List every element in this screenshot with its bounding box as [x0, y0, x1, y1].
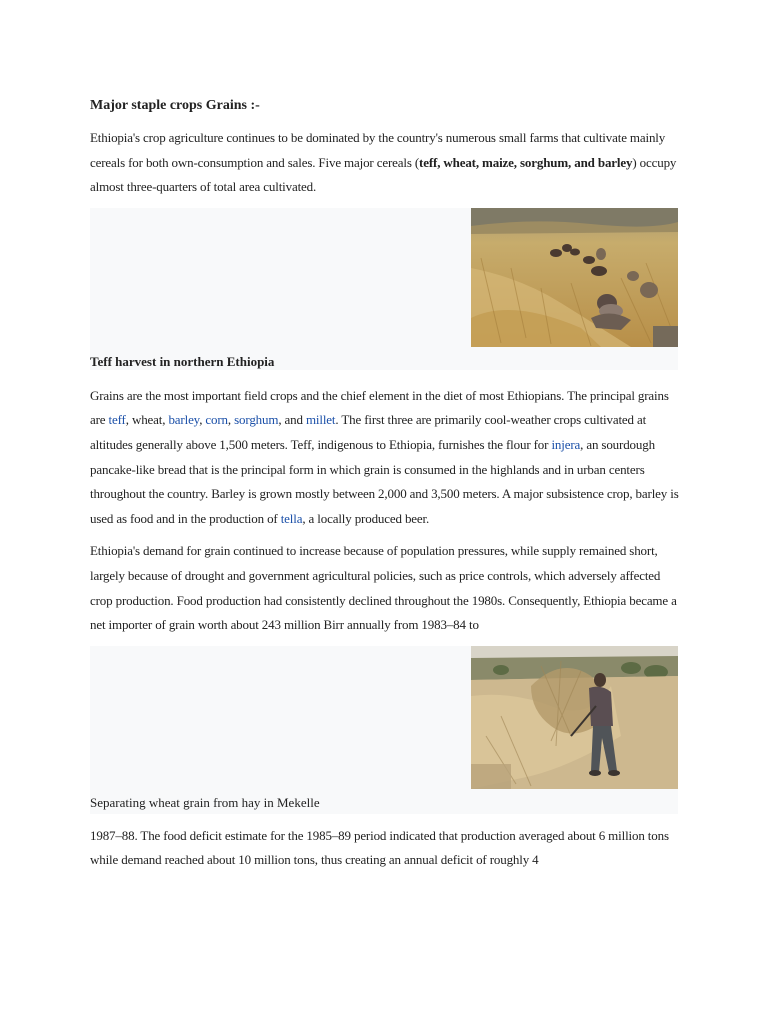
intro-paragraph: [90, 126, 680, 200]
link-teff[interactable]: teff: [108, 412, 126, 428]
figure-caption-wheat: Separating wheat grain from hay in Mekelle: [90, 794, 320, 810]
wheat-separation-photo: [471, 646, 678, 789]
figure-wheat-separation: [90, 646, 678, 814]
link-sorghum[interactable]: sorghum: [234, 412, 279, 428]
grains-text-7: , an sourdough pancake-like bread that is the principal form in which grain is consumed in the highlands and in urban centers throughout the country. Barley is grown mostly between 2,000 and 3,500 meters. A major subsistence crop, barley is used as food and in the production of: [90, 436, 679, 526]
intro-text-1: Ethiopia's crop agriculture continues to be dominated by the country's numerous small farms that cultivate mainly cereals for both own-consumption and sales. Five major cereals (: [90, 130, 666, 170]
link-millet[interactable]: millet: [305, 412, 336, 428]
section-heading: Major staple crops Grains :-: [90, 98, 260, 113]
grains-text-5: , and: [278, 412, 306, 428]
grains-text-3: ,: [199, 412, 206, 428]
grains-text-1: Grains are the most important field crops and the chief element in the diet of most Ethiopians. The principal grains are: [90, 387, 669, 428]
grains-paragraph: [90, 384, 680, 532]
link-injera[interactable]: injera: [551, 436, 581, 452]
grains-text-4: ,: [227, 412, 235, 428]
cereal-list-bold: teff, wheat, maize, sorghum, and barley: [419, 154, 633, 170]
teff-harvest-photo: [471, 208, 678, 347]
link-tella[interactable]: tella: [280, 510, 303, 526]
article: [90, 94, 680, 881]
deficit-paragraph: 1987–88. The food deficit estimate for the 1985–89 period indicated that production averaged about 6 million tons while demand reached about 10 million tons, thus creating an annual deficit of roughly 4: [90, 827, 669, 868]
figure-caption-teff: Teff harvest in northern Ethiopia: [90, 353, 275, 369]
link-corn[interactable]: corn: [205, 412, 228, 428]
grains-text-6: . The first three are primarily cool-weather crops cultivated at altitudes generally above 1,500 meters. Teff, indigenous to Ethiopia, furnishes the flour for: [90, 412, 647, 452]
grains-text-8: , a locally produced beer.: [302, 510, 430, 526]
intro-text-2: ) occupy almost three-quarters of total area cultivated.: [90, 154, 677, 195]
link-barley[interactable]: barley: [168, 412, 200, 428]
grains-text-2: , wheat,: [125, 412, 169, 428]
demand-paragraph: Ethiopia's demand for grain continued to increase because of population pressures, while supply remained short, largely because of drought and government agricultural policies, such as price controls, which adversely affected crop production. Food production had consistently declined throughout the 1980s. Consequently, Ethiopia became a net importer of grain worth about 243 million Birr annually from 1983–84 to: [90, 543, 677, 633]
figure-teff-harvest: [90, 208, 678, 370]
